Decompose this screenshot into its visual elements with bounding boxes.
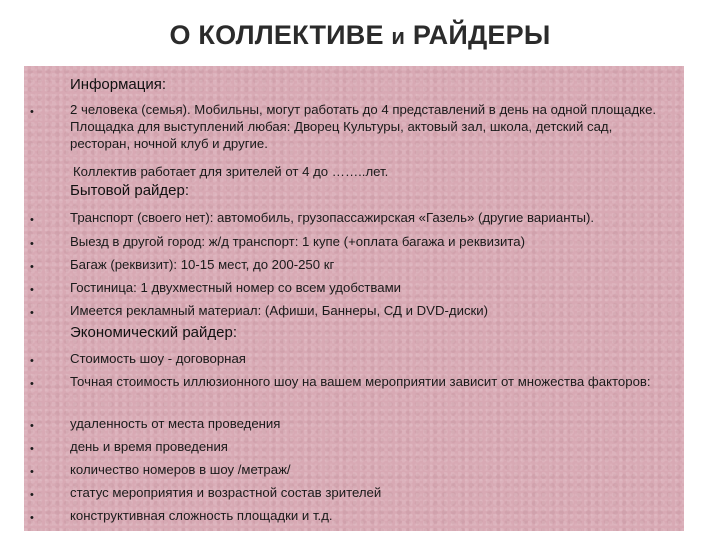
title-small: и [391,24,406,49]
household-item: Багаж (реквизит): 10-15 мест, до 200-250 кг [70,257,335,272]
economic-item: удаленность от места проведения [70,416,281,431]
bullet: • [30,261,34,273]
economic-heading: Экономический райдер: [70,324,237,341]
household-heading: Бытовой райдер: [70,182,190,199]
bullet: • [30,512,34,524]
info-heading: Информация: [70,76,167,93]
bullet: • [30,307,34,319]
bullet: • [30,214,34,226]
title-main: О КОЛЛЕКТИВЕ [169,20,392,50]
economic-item: Точная стоимость иллюзионного шоу на вашем мероприятии зависит от множества факторов: [70,374,651,389]
economic-item: количество номеров в шоу /метраж/ [70,462,291,477]
title-rest: РАЙДЕРЫ [405,20,551,50]
economic-item: день и время проведения [70,439,228,454]
household-item: Выезд в другой город: ж/д транспорт: 1 купе (+оплата багажа и реквизита) [70,234,526,249]
bullet: • [30,284,34,296]
household-item: Транспорт (своего нет): автомобиль, грузопассажирская «Газель» (другие варианты). [70,210,595,225]
info-item: Коллектив работает для зрителей от 4 до ……..лет. [73,164,389,179]
economic-item: конструктивная сложность площадки и т.д. [70,508,333,523]
info-item: 2 человека (семья). Мобильны, могут работать до 4 представлений в день на одной площадке. Площадка для выступлений любая: Дворец Культуры, актовый зал, школа, детский сад, ресторан, ночной клуб и другие. [70,102,657,151]
household-item: Гостиница: 1 двухместный номер со всем удобствами [70,280,401,295]
bullet: • [30,378,34,390]
bullet: • [30,443,34,455]
bullet: • [30,106,34,118]
bullet: • [30,238,34,250]
bullet: • [30,420,34,432]
bullet: • [30,489,34,501]
household-item: Имеется рекламный материал: (Афиши, Баннеры, СД и DVD-диски) [70,303,489,318]
bullet: • [30,466,34,478]
economic-item: Стоимость шоу - договорная [70,351,246,366]
bullet: • [30,355,34,367]
economic-item: статус мероприятия и возрастной состав зрителей [70,485,382,500]
